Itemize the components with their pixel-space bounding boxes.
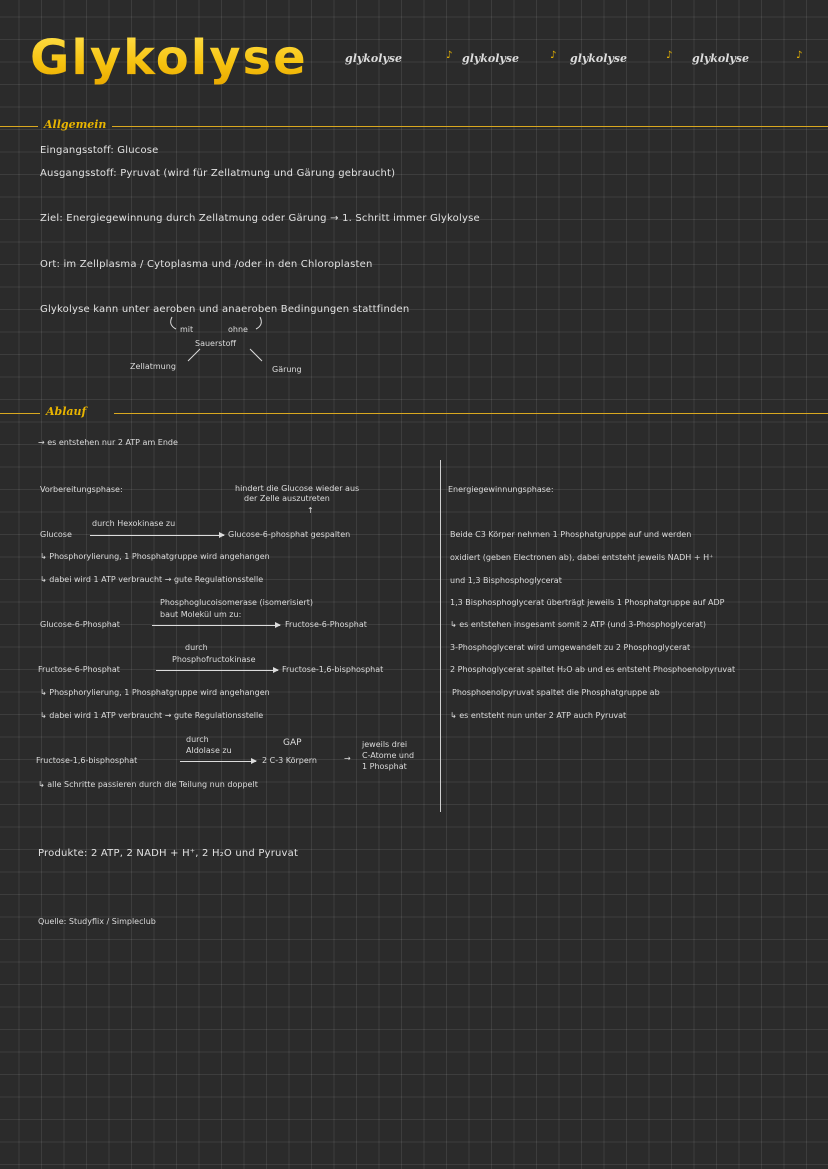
gold-dot-icon: ♪ <box>550 50 557 61</box>
divider-left <box>0 126 38 127</box>
step1-right: Glucose-6-phosphat gespalten <box>228 530 351 539</box>
step4-bullet-1: ↳ alle Schritte passieren durch die Teilung nun doppelt <box>38 780 258 789</box>
step1-left: Glucose <box>40 530 72 539</box>
energie-line-7: 2 Phosphoglycerat spaltet H₂O ab und es entsteht Phosphoenolpyruvat <box>450 665 736 674</box>
step1-enzyme: durch Hexokinase zu <box>92 519 176 528</box>
energie-line-9: ↳ es entsteht nun unter 2 ATP auch Pyruvat <box>450 711 627 720</box>
step4-enzyme-2: Aldolase zu <box>186 746 232 755</box>
energie-heading: Energiegewinnungsphase: <box>448 485 554 494</box>
step1-bullet-1: ↳ Phosphorylierung, 1 Phosphatgruppe wird angehangen <box>40 552 270 561</box>
note-line-2: der Zelle auszutreten <box>244 494 330 503</box>
ort: Ort: im Zellplasma / Cytoplasma und /oder in den Chloroplasten <box>40 259 373 270</box>
ziel: Ziel: Energiegewinnung durch Zellatmung oder Gärung → 1. Schritt immer Glykolyse <box>40 213 480 224</box>
step1-bullet-2: ↳ dabei wird 1 ATP verbraucht → gute Regulationsstelle <box>40 575 264 584</box>
step4-right: 2 C-3 Körpern <box>262 756 317 765</box>
label-mit: mit <box>180 325 194 334</box>
gold-dot-icon: ♪ <box>446 50 453 61</box>
step3-arrow <box>156 670 278 671</box>
bedingungen: Glykolyse kann unter aeroben und anaeroben Bedingungen stattfinden <box>40 304 410 315</box>
energie-line-4: 1,3 Bisphosphoglycerat überträgt jeweils 1 Phosphatgruppe auf ADP <box>450 598 725 607</box>
step2-enzyme-1: Phosphoglucoisomerase (isomerisiert) <box>160 598 313 607</box>
step3-left: Fructose-6-Phosphat <box>38 665 120 674</box>
page-title: Glykolyse <box>30 30 308 86</box>
gold-dot-icon: ♪ <box>666 50 673 61</box>
label-sauerstoff: Sauerstoff <box>195 339 236 348</box>
divider-right <box>114 413 828 414</box>
label-gaerung: Gärung <box>272 365 302 374</box>
quelle: Quelle: Studyflix / Simpleclub <box>38 917 156 926</box>
ausgangsstoff: Ausgangsstoff: Pyruvat (wird für Zellatmung und Gärung gebraucht) <box>40 168 396 179</box>
divider-right <box>112 126 828 127</box>
step2-enzyme-2: baut Molekül um zu: <box>160 610 242 619</box>
step4-enzyme-1: durch <box>186 735 209 744</box>
right-arrow-icon: → <box>344 754 351 763</box>
energie-line-3: und 1,3 Bisphosphoglycerat <box>450 576 562 585</box>
step3-enzyme-2: Phosphofructokinase <box>172 655 256 664</box>
produkte: Produkte: 2 ATP, 2 NADH + H⁺, 2 H₂O und Pyruvat <box>38 848 299 859</box>
eingangsstoff: Eingangsstoff: Glucose <box>40 145 159 156</box>
step4-left: Fructose-1,6-bisphosphat <box>36 756 138 765</box>
energie-line-1: Beide C3 Körper nehmen 1 Phosphatgruppe auf und werden <box>450 530 692 539</box>
step3-right: Fructose-1,6-bisphosphat <box>282 665 384 674</box>
energie-line-5: ↳ es entstehen insgesamt somit 2 ATP (und 3-Phosphoglycerat) <box>450 620 707 629</box>
step4-arrow <box>180 761 256 762</box>
step3-bullet-1: ↳ Phosphorylierung, 1 Phosphatgruppe wird angehangen <box>40 688 270 697</box>
divider-left <box>0 413 40 414</box>
step3-enzyme-1: durch <box>185 643 208 652</box>
step4-note-2: C-Atome und <box>362 751 415 760</box>
step4-note-1: jeweils drei <box>362 740 408 749</box>
step4-gap: GAP <box>283 738 302 748</box>
label-zellatmung: Zellatmung <box>130 362 176 371</box>
section-label-ablauf: Ablauf <box>46 405 87 418</box>
gold-dot-icon: ♪ <box>796 50 803 61</box>
up-arrow-icon: ↑ <box>307 506 314 515</box>
label-ohne: ohne <box>228 325 248 334</box>
scribble-3: glykolyse <box>570 52 627 65</box>
scribble-2: glykolyse <box>462 52 519 65</box>
step2-right: Fructose-6-Phosphat <box>285 620 367 629</box>
step2-left: Glucose-6-Phosphat <box>40 620 120 629</box>
energie-line-8: Phosphoenolpyruvat spaltet die Phosphatgruppe ab <box>452 688 660 697</box>
energie-line-2: oxidiert (geben Electronen ab), dabei entsteht jeweils NADH + H⁺ <box>450 553 714 562</box>
step3-bullet-2: ↳ dabei wird 1 ATP verbraucht → gute Regulationsstelle <box>40 711 264 720</box>
ablauf-intro: → es entstehen nur 2 ATP am Ende <box>38 438 178 447</box>
note-line-1: hindert die Glucose wieder aus <box>235 484 360 493</box>
vorbereitung-heading: Vorbereitungsphase: <box>40 485 123 494</box>
scribble-1: glykolyse <box>345 52 402 65</box>
step1-arrow <box>90 535 224 536</box>
section-label-allgemein: Allgemein <box>44 118 107 131</box>
column-divider <box>440 460 441 812</box>
scribble-4: glykolyse <box>692 52 749 65</box>
energie-line-6: 3-Phosphoglycerat wird umgewandelt zu 2 Phosphoglycerat <box>450 643 691 652</box>
step4-note-3: 1 Phosphat <box>362 762 407 771</box>
step2-arrow <box>152 625 280 626</box>
